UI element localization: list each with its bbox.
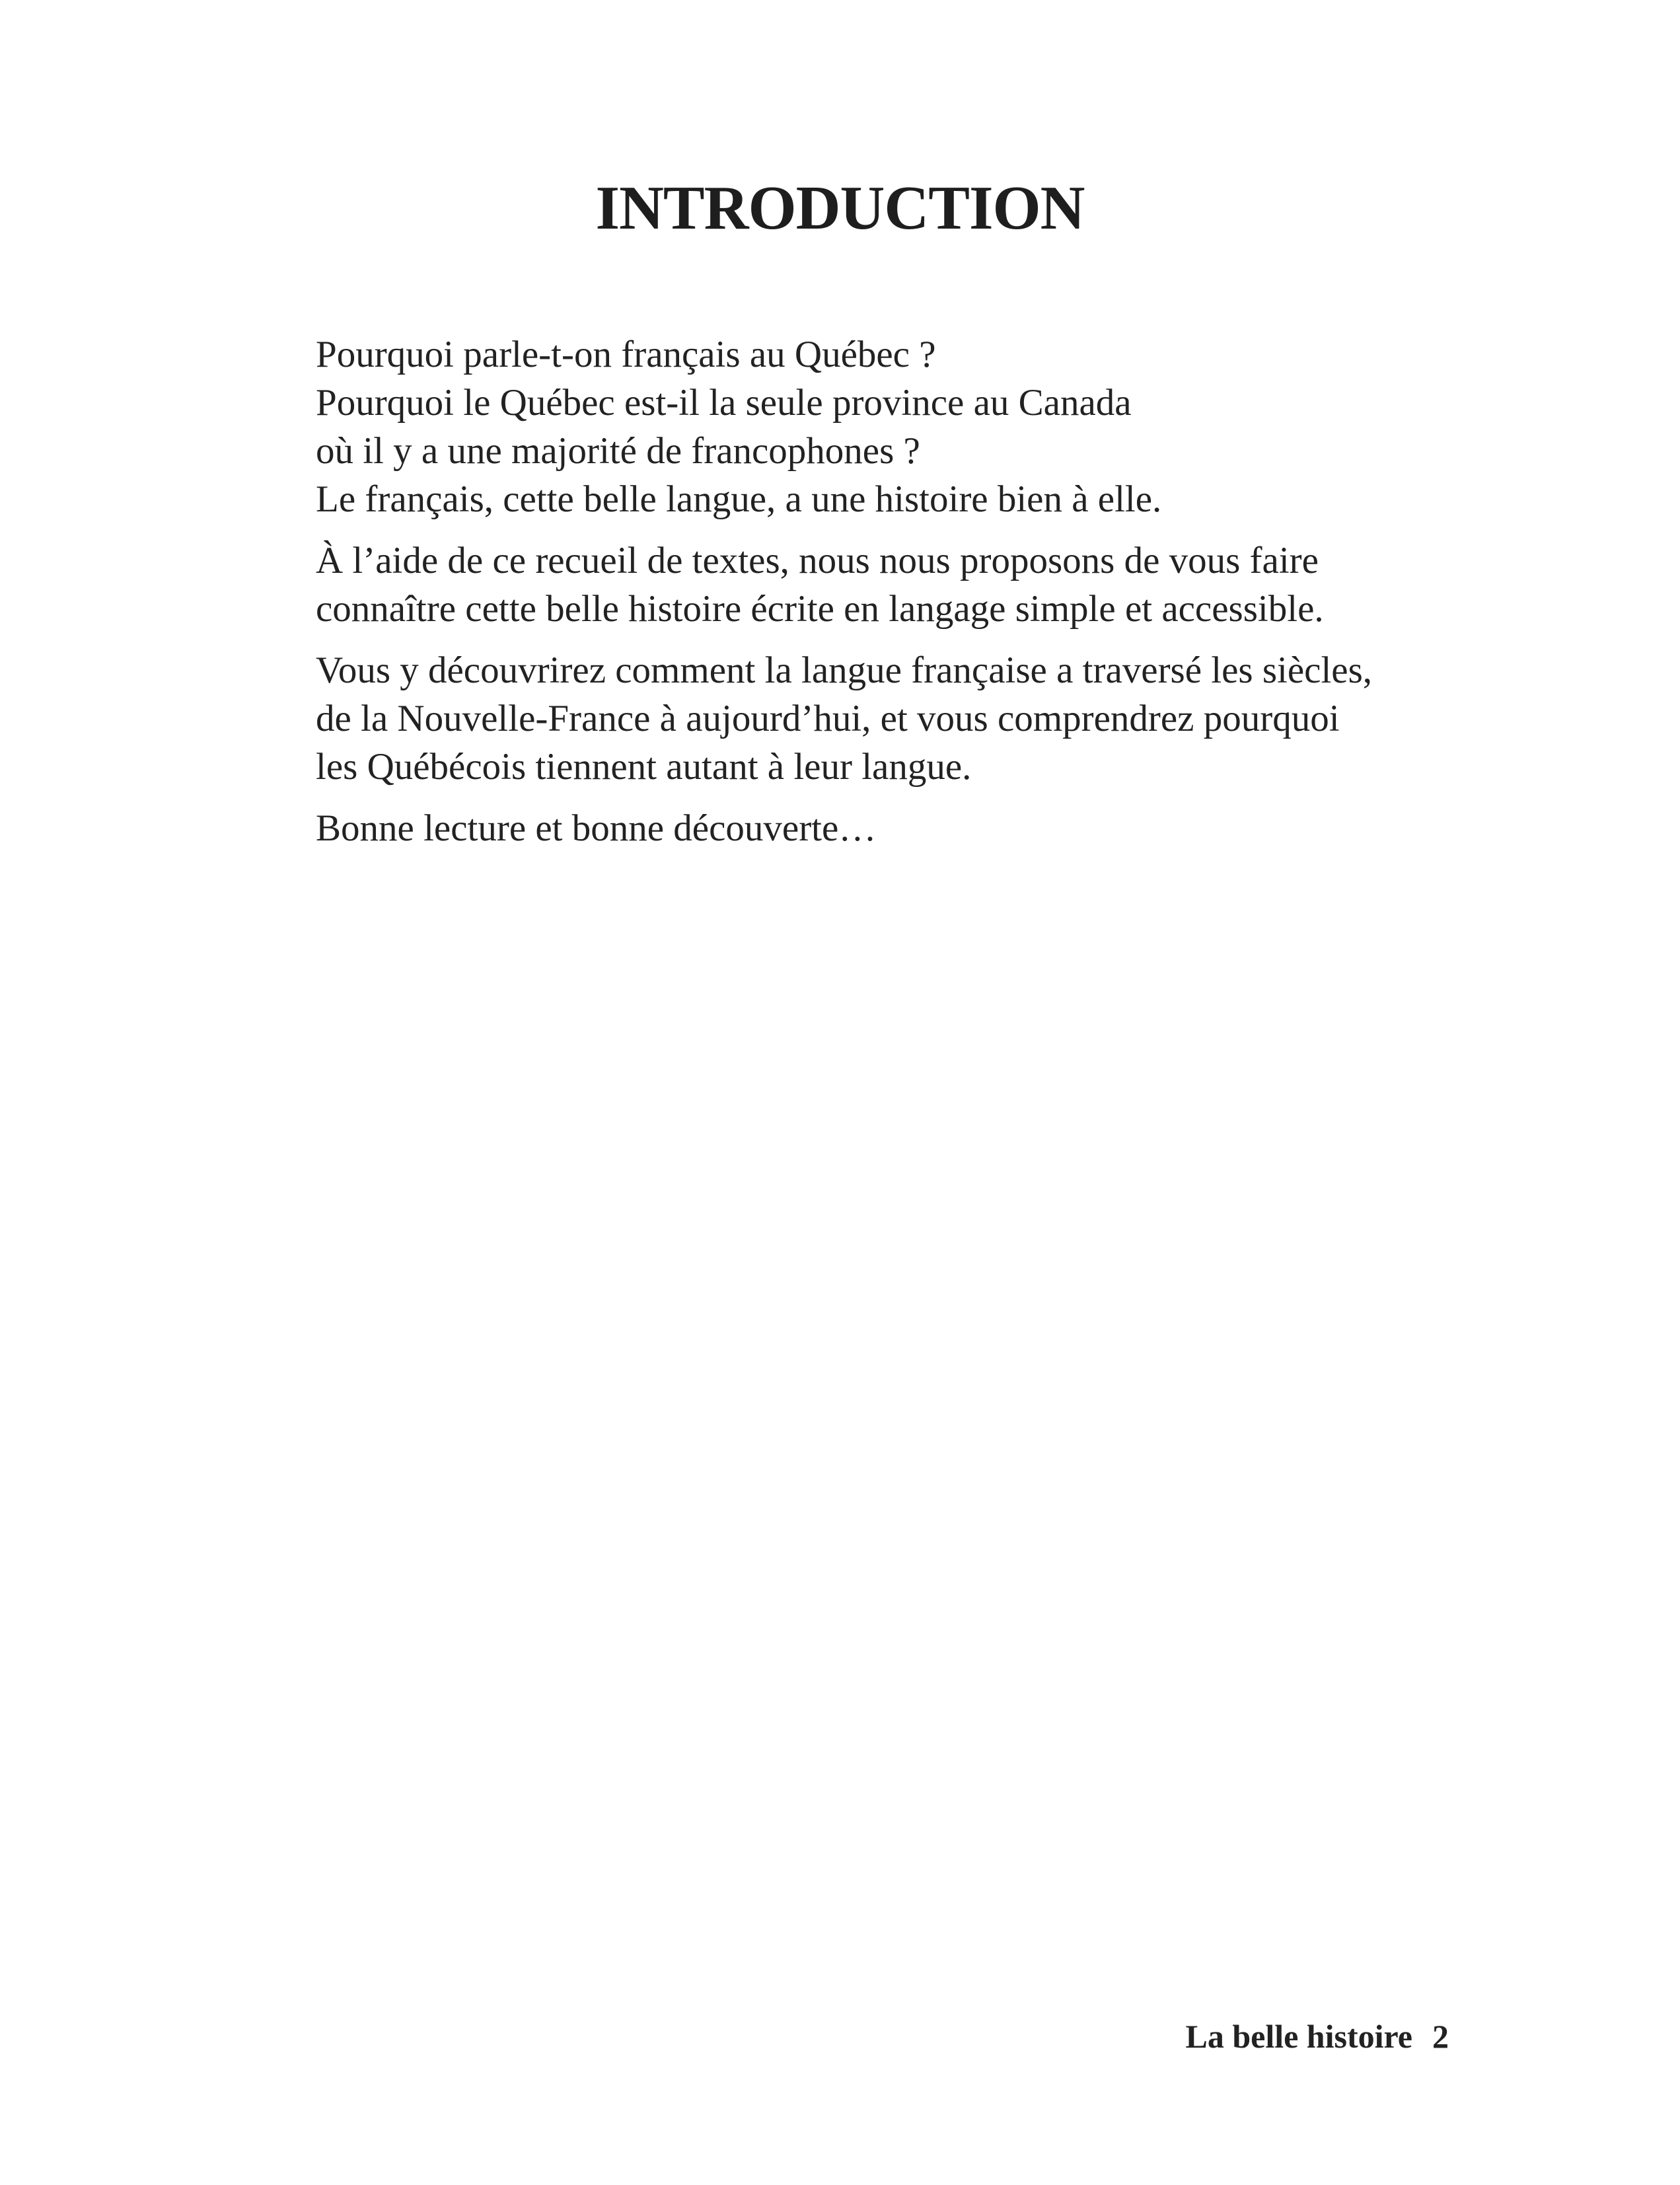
page-footer bbox=[1185, 2017, 1449, 2055]
paragraph-closing bbox=[316, 804, 1505, 852]
page-title: INTRODUCTION bbox=[595, 174, 1085, 242]
paragraph-intro-questions bbox=[316, 330, 1505, 523]
paragraph-discovery bbox=[316, 646, 1505, 791]
paragraph-purpose bbox=[316, 537, 1505, 633]
body-text bbox=[316, 330, 1505, 866]
running-title: La belle histoire bbox=[1185, 2018, 1412, 2055]
text-line: les Québécois tiennent autant à leur langue. bbox=[316, 746, 972, 788]
text-line: Pourquoi le Québec est-il la seule province au Canada bbox=[316, 382, 1132, 424]
text-line: Le français, cette belle langue, a une histoire bien à elle. bbox=[316, 478, 1162, 520]
text-line: où il y a une majorité de francophones ? bbox=[316, 430, 920, 472]
text-line: Bonne lecture et bonne découverte… bbox=[316, 807, 877, 849]
text-line: de la Nouvelle-France à aujourd’hui, et vous comprendrez pourquoi bbox=[316, 698, 1340, 739]
text-line: connaître cette belle histoire écrite en langage simple et accessible. bbox=[316, 588, 1324, 630]
page-number: 2 bbox=[1432, 2018, 1449, 2055]
text-line: À l’aide de ce recueil de textes, nous nous proposons de vous faire bbox=[316, 540, 1319, 581]
text-line: Vous y découvrirez comment la langue française a traversé les siècles, bbox=[316, 649, 1373, 691]
text-line: Pourquoi parle-t-on français au Québec ? bbox=[316, 334, 936, 375]
